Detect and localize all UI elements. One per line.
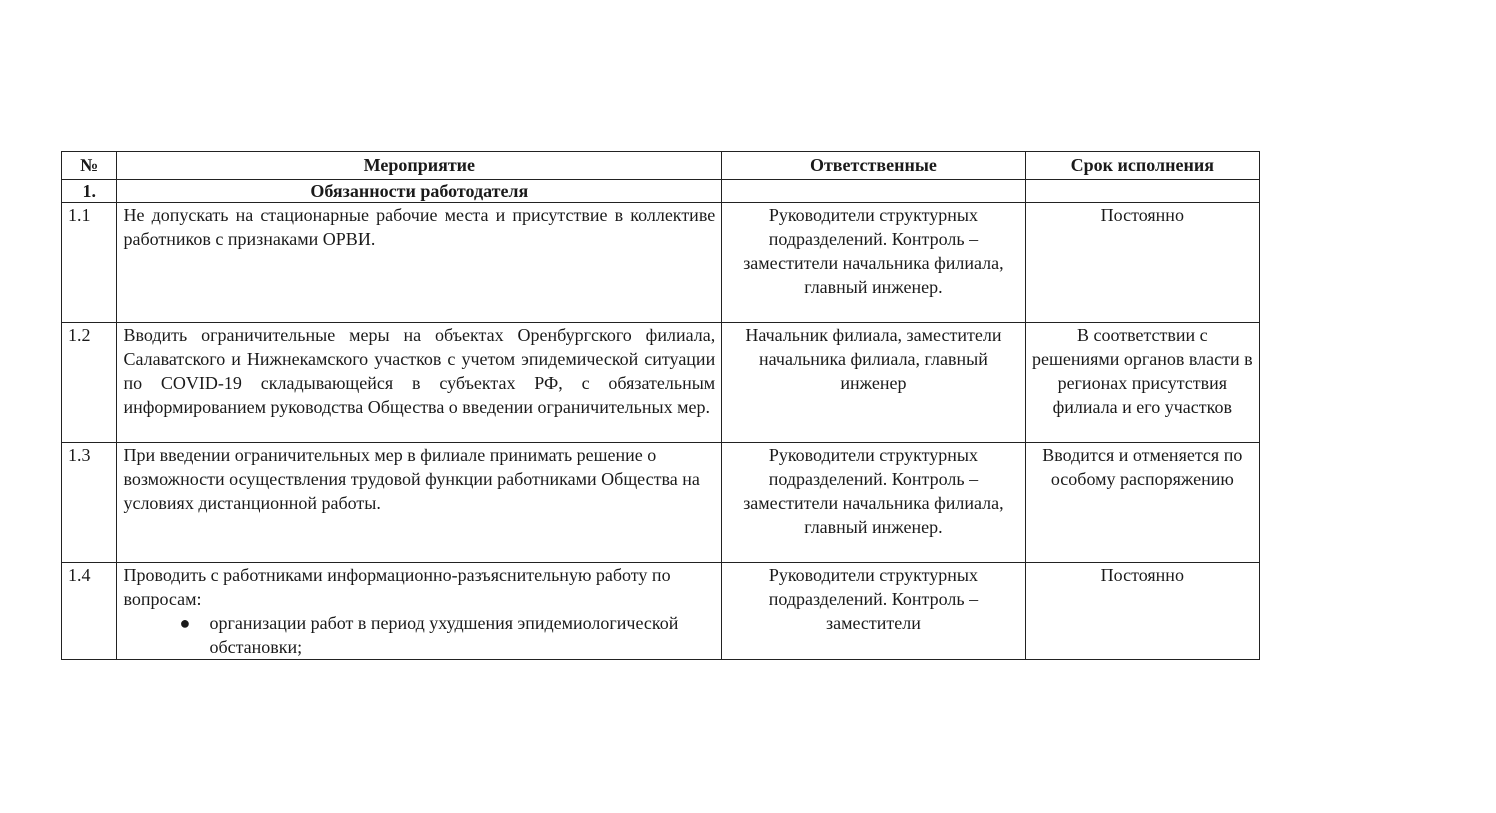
row-deadline: Вводится и отменяется по особому распоряжению: [1025, 443, 1259, 563]
section-empty-cell: [722, 180, 1025, 203]
row-event: Проводить с работниками информационно-разъяснительную работу по вопросам:: [123, 565, 671, 609]
bullet-list-item: [123, 611, 715, 659]
measures-table: [61, 151, 1260, 660]
row-event: При введении ограничительных мер в филиале принимать решение о возможности осуществления трудовой функции работниками Общества на условиях дистанционной работы.: [117, 443, 722, 563]
row-deadline: Постоянно: [1025, 203, 1259, 323]
section-num: 1.: [62, 180, 117, 203]
row-deadline: Постоянно: [1025, 563, 1259, 660]
row-deadline: В соответствии с решениями органов власти в регионах присутствия филиала и его участков: [1025, 323, 1259, 443]
row-event: Вводить ограничительные меры на объектах Оренбургского филиала, Салаватского и Нижнекамского участков с учетом эпидемической ситуации по COVID-19 складывающейся в субъектах РФ, с обязательным информированием руководства Общества о введении ограничительных мер.: [117, 323, 722, 443]
row-responsible: Руководители структурных подразделений. Контроль – заместители начальника филиала, главный инженер.: [722, 203, 1025, 323]
table-row: [62, 323, 1260, 443]
row-responsible: Начальник филиала, заместители начальника филиала, главный инженер: [722, 323, 1025, 443]
row-num: 1.4: [62, 563, 117, 660]
table-header-row: [62, 152, 1260, 180]
header-event: Мероприятие: [117, 152, 722, 180]
bullet-icon: ●: [179, 613, 191, 633]
table-row: [62, 443, 1260, 563]
row-num: 1.3: [62, 443, 117, 563]
section-title: Обязанности работодателя: [117, 180, 722, 203]
table-row: [62, 203, 1260, 323]
row-responsible: Руководители структурных подразделений. Контроль – заместители: [722, 563, 1025, 660]
header-responsible: Ответственные: [722, 152, 1025, 180]
row-event-cell: [117, 563, 722, 660]
section-empty-cell: [1025, 180, 1259, 203]
section-row: [62, 180, 1260, 203]
row-num: 1.2: [62, 323, 117, 443]
table-row: [62, 563, 1260, 660]
row-num: 1.1: [62, 203, 117, 323]
header-deadline: Срок исполнения: [1025, 152, 1259, 180]
header-num: №: [62, 152, 117, 180]
row-event: Не допускать на стационарные рабочие места и присутствие в коллективе работников с признаками ОРВИ.: [117, 203, 722, 323]
row-responsible: Руководители структурных подразделений. Контроль – заместители начальника филиала, главный инженер.: [722, 443, 1025, 563]
bullet-text: организации работ в период ухудшения эпидемиологической обстановки;: [209, 613, 679, 657]
